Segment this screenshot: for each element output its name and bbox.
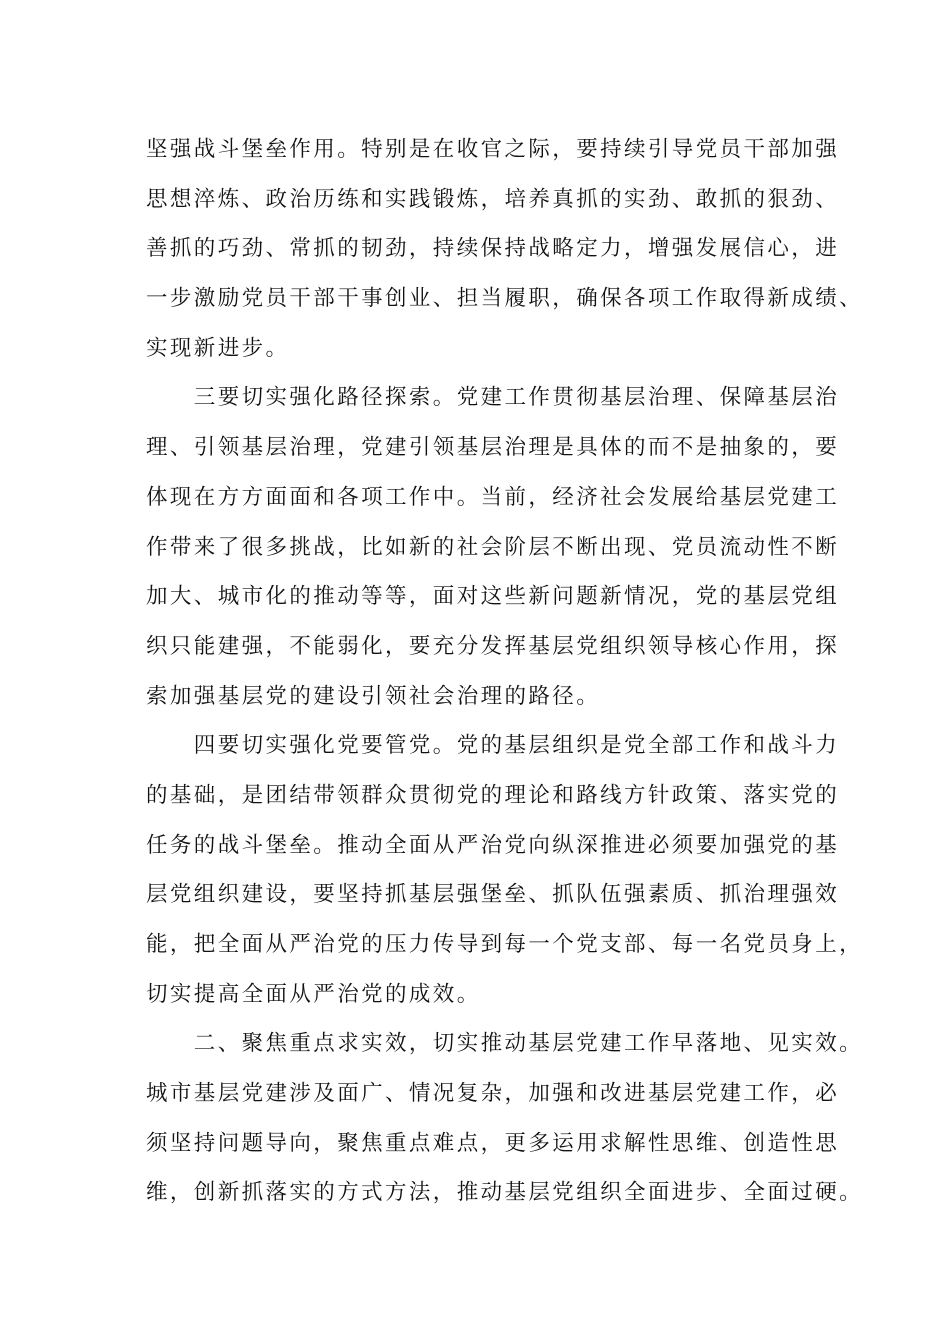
text-line: 三要切实强化路径探索。党建工作贯彻基层治理、保障基层治: [146, 385, 840, 411]
text-line: 织只能建强，不能弱化，要充分发挥基层党组织领导核心作用，探: [146, 633, 840, 659]
text-line: 能，把全面从严治党的压力传导到每一个党支部、每一名党员身上，: [146, 932, 864, 957]
text-line: 一步激励党员干部干事创业、担当履职，确保各项工作取得新成绩、: [146, 286, 864, 312]
text-line: 任务的战斗堡垒。推动全面从严治党向纵深推进必须要加强党的基: [146, 832, 840, 858]
text-line: 思想淬炼、政治历练和实践锻炼，培养真抓的实劲、敢抓的狠劲、: [146, 186, 840, 212]
text-line: 实现新进步。: [146, 335, 290, 361]
text-line: 索加强基层党的建设引领社会治理的路径。: [146, 683, 601, 709]
body-text: [146, 125, 864, 1218]
text-line: 加大、城市化的推动等等，面对这些新问题新情况，党的基层党组: [146, 584, 840, 610]
text-line: 体现在方方面面和各项工作中。当前，经济社会发展给基层党建工: [146, 484, 840, 510]
text-line: 的基础，是团结带领群众贯彻党的理论和路线方针政策、落实党的: [146, 782, 840, 808]
text-line: 四要切实强化党要管党。党的基层组织是党全部工作和战斗力: [146, 733, 840, 759]
text-line: 维，创新抓落实的方式方法，推动基层党组织全面进步、全面过硬。: [146, 1180, 864, 1206]
text-line: 理、引领基层治理，党建引领基层治理是具体的而不是抽象的，要: [146, 435, 840, 461]
text-line: 善抓的巧劲、常抓的韧劲，持续保持战略定力，增强发展信心，进: [146, 236, 840, 262]
text-line: 坚强战斗堡垒作用。特别是在收官之际，要持续引导党员干部加强: [146, 137, 840, 162]
text-line: 城市基层党建涉及面广、情况复杂，加强和改进基层党建工作，必: [146, 1081, 840, 1107]
text-line: 须坚持问题导向，聚焦重点难点，更多运用求解性思维、创造性思: [146, 1130, 840, 1156]
text-line: 作带来了很多挑战，比如新的社会阶层不断出现、党员流动性不断: [146, 534, 840, 560]
text-line: 二、聚焦重点求实效，切实推动基层党建工作早落地、见实效。: [146, 1031, 864, 1057]
text-line: 切实提高全面从严治党的成效。: [146, 981, 481, 1007]
text-line: 层党组织建设，要坚持抓基层强堡垒、抓队伍强素质、抓治理强效: [146, 882, 840, 908]
